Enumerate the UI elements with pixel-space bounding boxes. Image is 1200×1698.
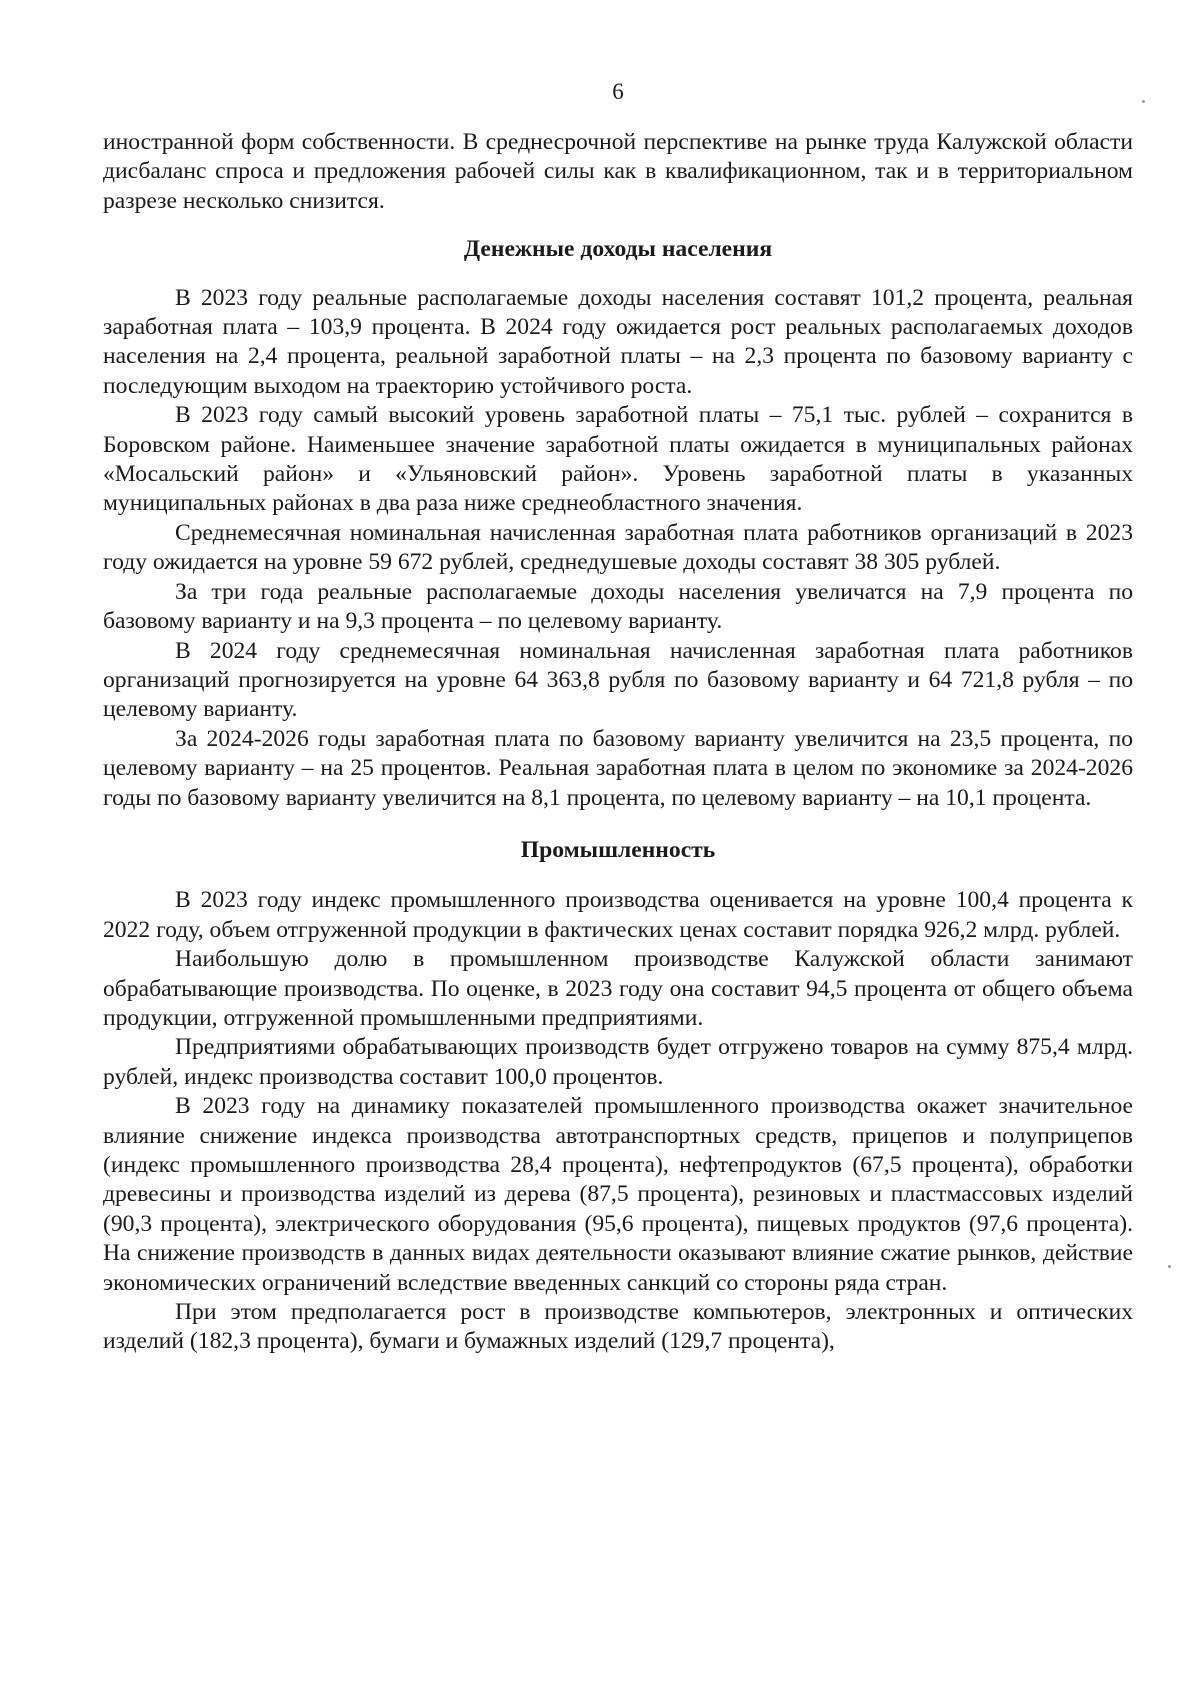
paragraph: В 2024 году среднемесячная номинальная начисленная заработная плата работников организаций прогнозируется на уровне 64 363,8 рубля по базовому варианту и 64 721,8 рубля – по целевому варианту. bbox=[103, 637, 1133, 723]
paragraph: Предприятиями обрабатывающих производств будет отгружено товаров на сумму 875,4 млрд. рублей, индекс производства составит 100,0 процентов. bbox=[103, 1034, 1133, 1090]
document-body bbox=[103, 128, 1133, 1357]
scan-speck bbox=[1168, 1265, 1171, 1268]
paragraph: За три года реальные располагаемые доходы населения увеличатся на 7,9 процента по базовому варианту и на 9,3 процента – по целевому варианту. bbox=[103, 578, 1133, 635]
paragraph: Среднемесячная номинальная начисленная заработная плата работников организаций в 2023 году ожидается на уровне 59 672 рублей, среднедушевые доходы составят 38 305 рублей. bbox=[103, 519, 1133, 576]
intro-paragraph: иностранной форм собственности. В среднесрочной перспективе на рынке труда Калужской области дисбаланс спроса и предложения рабочей силы как в квалификационном, так и в территориальном разрезе несколько снизится. bbox=[103, 129, 1133, 214]
page-number: 6 bbox=[612, 79, 624, 104]
paragraph: Наибольшую долю в промышленном производстве Калужской области занимают обрабатывающие производства. По оценке, в 2023 году она составит 94,5 процента от общего объема продукции, отгруженной промышленными предприятиями. bbox=[103, 946, 1133, 1031]
paragraph: В 2023 году реальные располагаемые доходы населения составят 101,2 процента, реальная заработная плата – 103,9 процента. В 2024 году ожидается рост реальных располагаемых доходов населения на 2,4 процента, реальной заработной платы – на 2,3 процента по базовому варианту с последующим выходом на траекторию устойчивого роста. bbox=[103, 284, 1133, 399]
scan-speck bbox=[1142, 100, 1145, 103]
paragraph: В 2023 году самый высокий уровень заработной платы – 75,1 тыс. рублей – сохранится в Боровском районе. Наименьшее значение заработной платы ожидается в муниципальных районах «Мосальский район» и «Ульяновский район». Уровень заработной платы в указанных муниципальных районах в два раза ниже среднеобластного значения. bbox=[103, 402, 1133, 517]
paragraph: В 2023 году индекс промышленного производства оценивается на уровне 100,4 процента к 2022 году, объем отгруженной продукции в фактических ценах составит порядка 926,2 млрд. рублей. bbox=[103, 887, 1133, 943]
section-heading-income: Денежные доходы населения bbox=[463, 236, 773, 263]
paragraph: При этом предполагается рост в производстве компьютеров, электронных и оптических изделий (182,3 процента), бумаги и бумажных изделий (129,7 процента), bbox=[103, 1299, 1133, 1355]
document-page bbox=[103, 0, 1133, 1698]
paragraph: За 2024-2026 годы заработная плата по базовому варианту увеличится на 23,5 процента, по целевому варианту – на 25 процентов. Реальная заработная плата в целом по экономике за 2024-2026 годы по базовому варианту увеличится на 8,1 процента, по целевому варианту – на 10,1 процента. bbox=[103, 725, 1133, 811]
paragraph: В 2023 году на динамику показателей промышленного производства окажет значительное влияние снижение индекса производства автотранспортных средств, прицепов и полуприцепов (индекс промышленного производства 28,4 процента), нефтепродуктов (67,5 процента), обработки древесины и производства изделий из дерева (87,5 процента), резиновых и пластмассовых изделий (90,3 процента), электрического оборудования (95,6 процента), пищевых продуктов (97,6 процента). На снижение производств в данных видах деятельности оказывают влияние сжатие рынков, действие экономических ограничений вследствие введенных санкций со стороны ряда стран. bbox=[103, 1093, 1133, 1296]
section-heading-industry: Промышленность bbox=[520, 836, 716, 863]
